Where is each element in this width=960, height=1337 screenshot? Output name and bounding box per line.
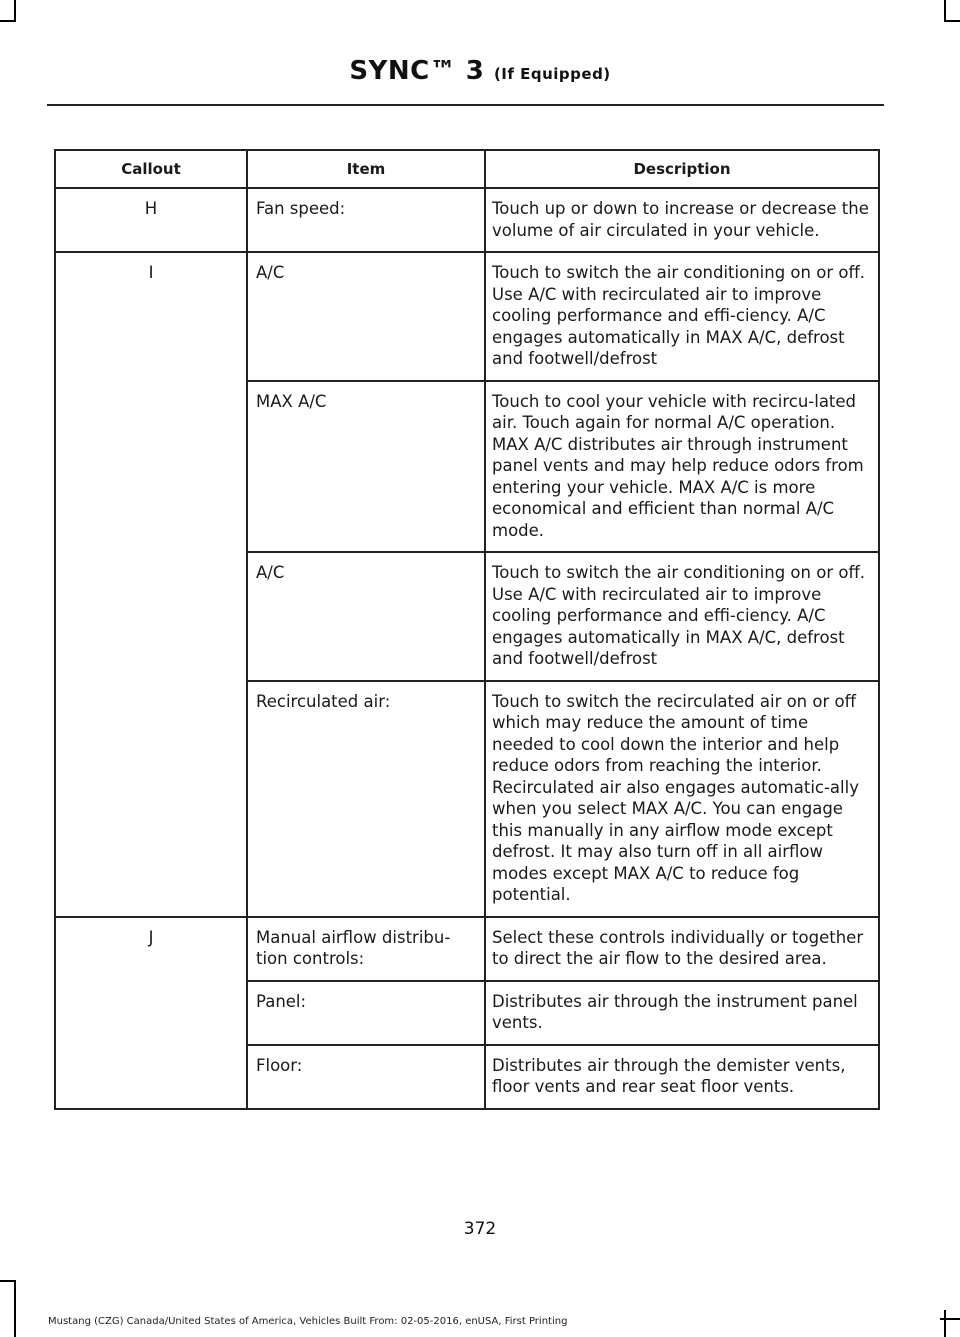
item-cell: Recirculated air: — [247, 681, 485, 917]
item-cell: Panel: — [247, 981, 485, 1045]
footer-printing-info: Mustang (CZG) Canada/United States of America, Vehicles Built From: 02-05-2016, enUSA, First Printing — [48, 1316, 568, 1327]
table-row — [55, 552, 879, 681]
crop-mark-bottom-left-v — [14, 1280, 16, 1337]
description-cell: Touch to switch the air conditioning on or off. Use A/C with recirculated air to improve cooling performance and effi-ciency. A/C engages automatically in MAX A/C, defrost and footwell/defrost — [485, 552, 879, 681]
table-header-row — [55, 150, 879, 188]
climate-controls-table — [54, 149, 880, 1110]
callout-cell — [55, 1045, 247, 1109]
header-title: SYNC™ 3 — [349, 56, 485, 86]
description-cell: Touch to cool your vehicle with recircu-lated air. Touch again for normal A/C operation. MAX A/C distributes air through instrument panel vents and may help reduce odors from entering your vehicle. MAX A/C is more economical and efficient than normal A/C mode. — [485, 381, 879, 553]
item-cell: Fan speed: — [247, 188, 485, 252]
crop-mark-top-right-h — [944, 20, 960, 22]
header-subtitle: (If Equipped) — [493, 65, 611, 83]
callout-cell — [55, 552, 247, 681]
table-row — [55, 381, 879, 553]
description-cell: Touch to switch the air conditioning on or off. Use A/C with recirculated air to improve cooling performance and effi-ciency. A/C engages automatically in MAX A/C, defrost and footwell/defrost — [485, 252, 879, 381]
description-cell: Distributes air through the demister vents, floor vents and rear seat floor vents. — [485, 1045, 879, 1109]
page-number: 372 — [463, 1219, 497, 1239]
table-row — [55, 917, 879, 981]
table-row — [55, 981, 879, 1045]
callout-cell: H — [55, 188, 247, 252]
crop-mark-top-left-h — [0, 20, 16, 22]
crop-mark-bottom-right-h — [940, 1318, 960, 1320]
description-cell: Distributes air through the instrument panel vents. — [485, 981, 879, 1045]
item-cell: Floor: — [247, 1045, 485, 1109]
crop-mark-top-right-v — [944, 0, 946, 22]
column-header-callout: Callout — [55, 150, 247, 188]
item-cell: Manual airflow distribu-tion controls: — [247, 917, 485, 981]
description-cell: Touch to switch the recirculated air on or off which may reduce the amount of time needed to cool down the interior and help reduce odors from reaching the interior. Recirculated air also engages automatic-ally when you select MAX A/C. You can engage this manually in any airflow mode except defrost. It may also turn off in all airflow modes except MAX A/C to reduce fog potential. — [485, 681, 879, 917]
header-divider — [47, 104, 884, 106]
callout-cell — [55, 381, 247, 553]
table-row — [55, 1045, 879, 1109]
page-header — [0, 56, 960, 86]
item-cell: A/C — [247, 552, 485, 681]
table-row — [55, 681, 879, 917]
callout-cell: J — [55, 917, 247, 981]
callout-cell — [55, 681, 247, 917]
column-header-description: Description — [485, 150, 879, 188]
description-cell: Touch up or down to increase or decrease the volume of air circulated in your vehicle. — [485, 188, 879, 252]
callout-cell: I — [55, 252, 247, 381]
item-cell: MAX A/C — [247, 381, 485, 553]
crop-mark-bottom-right-v — [944, 1310, 946, 1337]
crop-mark-top-left-v — [14, 0, 16, 22]
table-row — [55, 252, 879, 381]
callout-cell — [55, 981, 247, 1045]
column-header-item: Item — [247, 150, 485, 188]
description-cell: Select these controls individually or together to direct the air flow to the desired area. — [485, 917, 879, 981]
crop-mark-bottom-left-h — [0, 1280, 16, 1282]
item-cell: A/C — [247, 252, 485, 381]
table-row — [55, 188, 879, 252]
